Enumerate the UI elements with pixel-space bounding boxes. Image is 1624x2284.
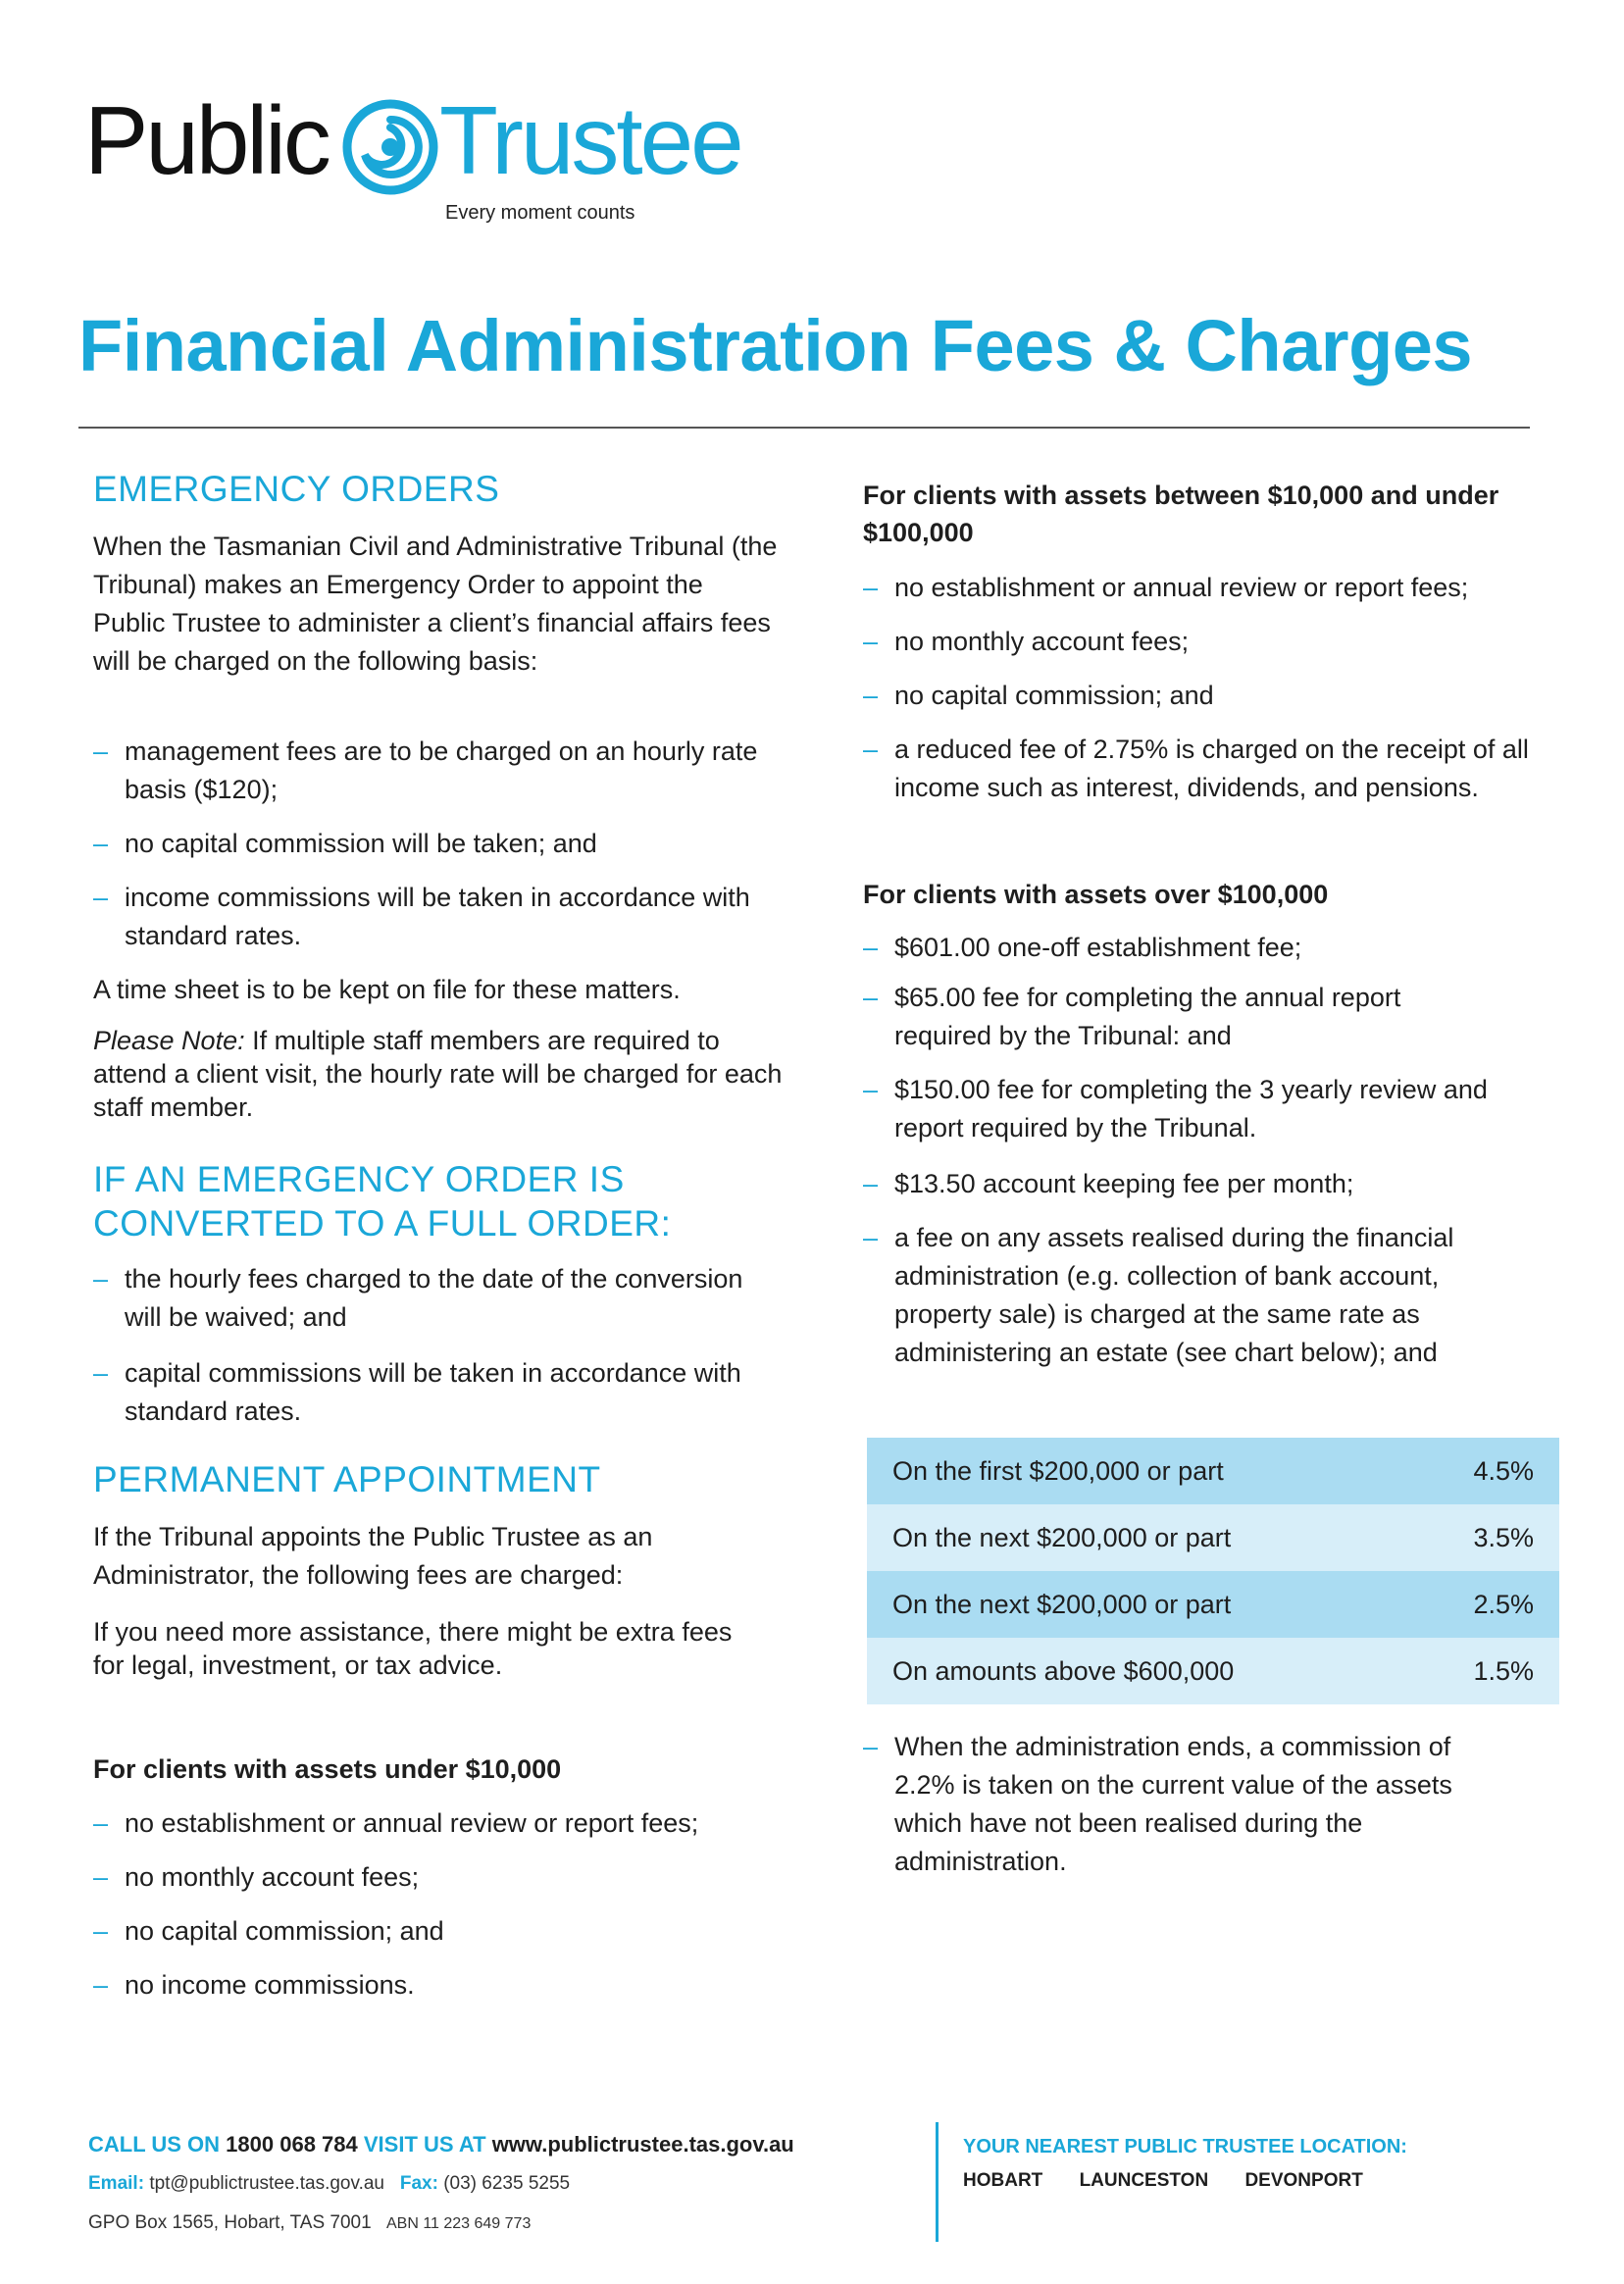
final-commission-list xyxy=(863,1728,1510,1897)
list-item: – no establishment or annual review or report fees; xyxy=(93,1804,819,1843)
table-row xyxy=(867,1504,1559,1571)
logo-tagline: Every moment counts xyxy=(445,202,635,224)
list-item: – When the administration ends, a commission of 2.2% is taken on the current value of the assets which have not been realised during the administration. xyxy=(863,1728,1510,1881)
website-link[interactable]: www.publictrustee.tas.gov.au xyxy=(491,2132,794,2157)
list-item: – no monthly account fees; xyxy=(93,1858,819,1897)
table-row xyxy=(867,1638,1559,1704)
fax-number: (03) 6235 5255 xyxy=(443,2173,571,2194)
phone-number[interactable]: 1800 068 784 xyxy=(226,2132,358,2157)
converted-heading: IF AN EMERGENCY ORDER IS CONVERTED TO A FULL ORDER: xyxy=(93,1159,672,1244)
list-item: – $150.00 fee for completing the 3 yearly review and report required by the Tribunal. xyxy=(863,1071,1500,1147)
location-hobart: HOBART xyxy=(963,2170,1043,2191)
list-item: – no capital commission will be taken; and xyxy=(93,825,789,863)
email-link[interactable]: tpt@publictrustee.tas.gov.au xyxy=(149,2173,384,2194)
rate-band-label: On the first $200,000 or part xyxy=(867,1438,1406,1504)
footer-address-line xyxy=(88,2212,531,2234)
please-note-label: Please Note: xyxy=(93,1026,245,1055)
call-label: CALL US ON xyxy=(88,2132,221,2157)
visit-label: VISIT US AT xyxy=(363,2132,486,2157)
list-item: – $601.00 one-off establishment fee; xyxy=(863,929,1500,967)
table-row xyxy=(867,1571,1559,1638)
email-label: Email: xyxy=(88,2173,145,2194)
emergency-list xyxy=(93,733,789,971)
list-item: – no capital commission; and xyxy=(93,1912,819,1951)
list-item: – no monthly account fees; xyxy=(863,623,1579,661)
rate-value: 1.5% xyxy=(1406,1638,1559,1704)
table-row xyxy=(867,1438,1559,1504)
footer-contact-line xyxy=(88,2132,794,2157)
abn: ABN 11 223 649 773 xyxy=(385,2215,532,2232)
emergency-orders-heading: EMERGENCY ORDERS xyxy=(93,469,500,509)
converted-list xyxy=(93,1260,780,1447)
rate-value: 4.5% xyxy=(1406,1438,1559,1504)
list-item: – capital commissions will be taken in accordance with standard rates. xyxy=(93,1354,780,1431)
logo-word-public: Public xyxy=(84,86,329,194)
location-list xyxy=(963,2170,1395,2192)
list-item: – income commissions will be taken in accordance with standard rates. xyxy=(93,879,789,955)
rate-band-label: On the next $200,000 or part xyxy=(867,1571,1406,1638)
fax-label: Fax: xyxy=(399,2173,438,2194)
postal-address: GPO Box 1565, Hobart, TAS 7001 xyxy=(88,2212,372,2233)
location-launceston: LAUNCESTON xyxy=(1079,2170,1209,2191)
location-heading: YOUR NEAREST PUBLIC TRUSTEE LOCATION: xyxy=(963,2136,1407,2157)
swirl-icon xyxy=(341,98,439,196)
timesheet-text: A time sheet is to be kept on file for these matters. xyxy=(93,975,681,1004)
footer-divider xyxy=(936,2122,939,2242)
list-item: – no capital commission; and xyxy=(863,677,1579,715)
list-item: – $13.50 account keeping fee per month; xyxy=(863,1165,1500,1203)
over-100k-list xyxy=(863,929,1500,1384)
permanent-appointment-text: If the Tribunal appoints the Public Trustee as an Administrator, the following fees are charged: xyxy=(93,1522,653,1590)
under-10k-heading: For clients with assets under $10,000 xyxy=(93,1754,562,1784)
logo-word-trustee: Trustee xyxy=(439,86,741,194)
rate-band-label: On the next $200,000 or part xyxy=(867,1504,1406,1571)
list-item: – $65.00 fee for completing the annual report required by the Tribunal: and xyxy=(863,979,1500,1055)
commission-rate-table xyxy=(867,1438,1559,1704)
please-note-text: If multiple staff members are required to attend a client visit, the hourly rate will be charged for each staff member. xyxy=(93,1026,783,1122)
location-devonport: DEVONPORT xyxy=(1244,2170,1363,2191)
under-10k-list xyxy=(93,1804,819,2020)
emergency-intro: When the Tasmanian Civil and Administrative Tribunal (the Tribunal) makes an Emergency Order to appoint the Public Trustee to administer a client’s financial affairs fees will be charged on the following basis: xyxy=(93,532,778,676)
page-title: Financial Administration Fees & Charges xyxy=(78,305,1473,386)
footer-email-line xyxy=(88,2173,570,2195)
please-note xyxy=(93,1024,799,1124)
between-heading: For clients with assets between $10,000 and under $100,000 xyxy=(863,481,1499,547)
list-item: – a reduced fee of 2.75% is charged on the receipt of all income such as interest, dividends, and pensions. xyxy=(863,731,1579,807)
over-100k-heading: For clients with assets over $100,000 xyxy=(863,880,1329,909)
title-divider xyxy=(78,427,1530,429)
permanent-appointment-heading: PERMANENT APPOINTMENT xyxy=(93,1459,601,1499)
list-item: – a fee on any assets realised during the financial administration (e.g. collection of bank account, property sale) is charged at the same rate as administering an estate (see chart below); and xyxy=(863,1219,1500,1372)
rate-value: 2.5% xyxy=(1406,1571,1559,1638)
between-list xyxy=(863,569,1579,823)
public-trustee-logo xyxy=(84,86,771,233)
list-item: – management fees are to be charged on an hourly rate basis ($120); xyxy=(93,733,789,809)
list-item: – no income commissions. xyxy=(93,1966,819,2005)
list-item: – no establishment or annual review or report fees; xyxy=(863,569,1579,607)
assistance-text: If you need more assistance, there might be extra fees for legal, investment, or tax advice. xyxy=(93,1617,733,1680)
list-item: – the hourly fees charged to the date of the conversion will be waived; and xyxy=(93,1260,780,1337)
rate-value: 3.5% xyxy=(1406,1504,1559,1571)
rate-band-label: On amounts above $600,000 xyxy=(867,1638,1406,1704)
